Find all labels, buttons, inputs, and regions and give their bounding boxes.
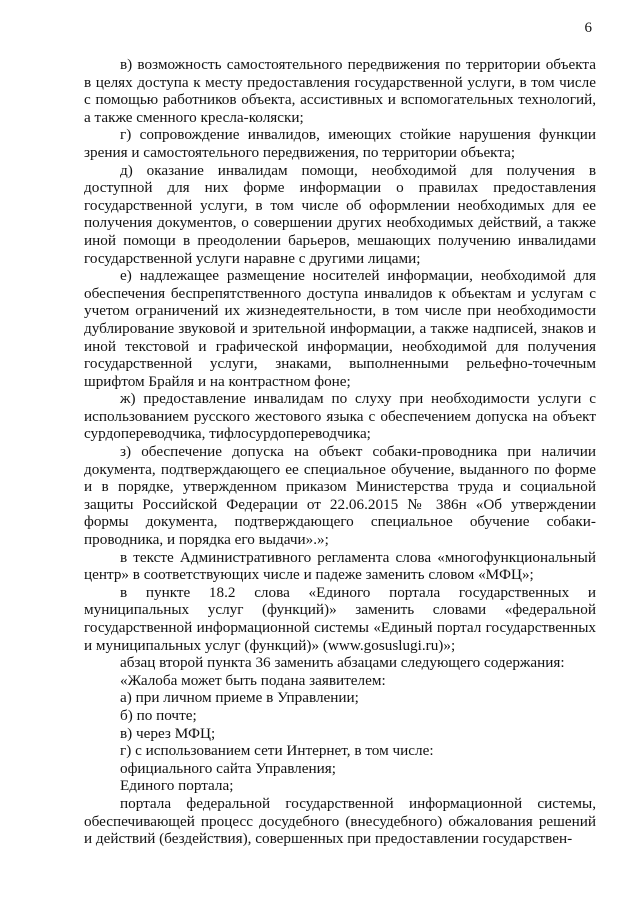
paragraph: в тексте Административного регламента слова «многофункциональный центр» в соответствующих числе и падеже заменить словом «МФЦ»; <box>84 548 596 584</box>
paragraph: портала федеральной государственной информационной системы, обеспечивающей процесс досудебного (внесудебного) обжалования решений и действий (бездействия), совершенных при предоставлении государствен- <box>84 794 596 848</box>
list-line: Единого портала; <box>120 777 234 795</box>
list-line: а) при личном приеме в Управлении; <box>120 689 359 707</box>
list-line: «Жалоба может быть подана заявителем: <box>120 671 386 689</box>
list-line: б) по почте; <box>120 706 197 724</box>
paragraph: д) оказание инвалидам помощи, необходимой для получения в доступной для них форме информации о правилах предоставления государственной услуги, в том числе об оформлении необходимых для ее получения документов, о совершении других необходимых действий, а также иной помощи в преодолении барьеров, мешающих получению инвалидами государственной услуги наравне с другими лицами; <box>84 161 596 267</box>
paragraph: з) обеспечение допуска на объект собаки-проводника при наличии документа, подтверждающего ее специальное обучение, выданного по форме и в порядке, утвержденном приказом Министерства труда и социальной защиты Российской Федерации от 22.06.2015 № 386н «Об утверждении формы документа, подтверждающего специальное обучение собаки-проводника, и порядка его выдачи».»; <box>84 443 596 549</box>
document-body <box>84 56 596 848</box>
paragraph: е) надлежащее размещение носителей информации, необходимой для обеспечения беспрепятственного доступа инвалидов к объектам и услугам с учетом ограничений их жизнедеятельности, в том числе при необходимости дублирование звуковой и зрительной информации, а также надписей, знаков и иной текстовой и графической информации, необходимой для получения государственной услуги, знаками, выполненными рельефно-точечным шрифтом Брайля и на контрастном фоне; <box>84 267 596 390</box>
page-number: 6 <box>584 20 592 36</box>
paragraph: в) возможность самостоятельного передвижения по территории объекта в целях доступа к месту предоставления государственной услуги, в том числе с помощью работников объекта, ассистивных и вспомогательных технологий, а также сменного кресла-коляски; <box>84 56 596 126</box>
paragraph: ж) предоставление инвалидам по слуху при необходимости услуги с использованием русского жестового языка с обеспечением допуска на объект сурдопереводчика, тифлосурдопереводчика; <box>84 390 596 443</box>
paragraph: в пункте 18.2 слова «Единого портала государственных и муниципальных услуг (функций)» заменить словами «федеральной государственной информационной системы «Единый портал государственных и муниципальных услуг (функций)» (www.gosuslugi.ru)»; <box>84 583 596 654</box>
list-line: в) через МФЦ; <box>120 724 216 742</box>
list-line: официального сайта Управления; <box>120 759 336 777</box>
paragraph: г) сопровождение инвалидов, имеющих стойкие нарушения функции зрения и самостоятельного передвижения, по территории объекта; <box>84 126 596 161</box>
list-line: г) с использованием сети Интернет, в том числе: <box>120 742 434 760</box>
list-line: абзац второй пункта 36 заменить абзацами следующего содержания: <box>120 654 565 672</box>
